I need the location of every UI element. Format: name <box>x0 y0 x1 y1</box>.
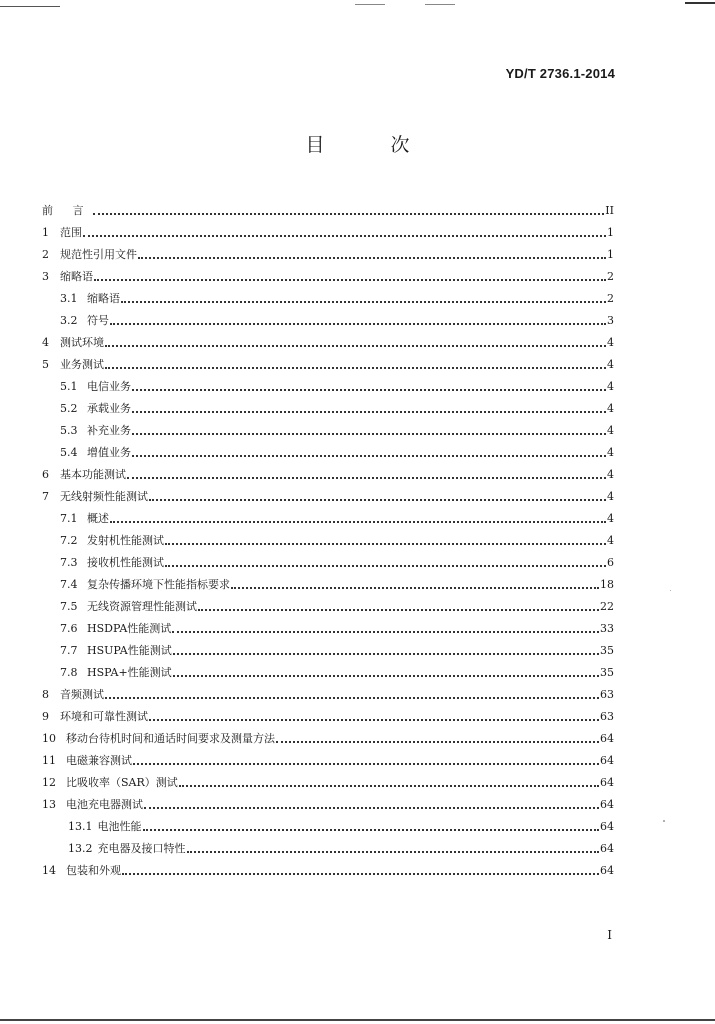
scan-artifact-line <box>685 2 715 4</box>
dot-leader <box>144 793 599 809</box>
standard-number: YD/T 2736.1-2014 <box>505 66 615 81</box>
toc-entry-number: 4 <box>42 336 49 349</box>
toc-entry[interactable] <box>42 790 614 812</box>
toc-entry-title: 电池充电器测试 <box>66 798 143 811</box>
scan-artifact-line <box>0 1019 715 1021</box>
toc-entry-number: 7.2 <box>60 534 78 547</box>
toc-entry-page: 4 <box>607 512 614 525</box>
toc-entry-number: 9 <box>42 710 49 723</box>
table-of-contents <box>42 196 614 878</box>
toc-entry-title: 包装和外观 <box>66 864 121 877</box>
dot-leader <box>132 397 606 413</box>
page-title: 目 次 <box>305 134 440 156</box>
toc-entry[interactable] <box>42 592 614 614</box>
toc-entry-number: 8 <box>42 688 49 701</box>
scan-artifact-line <box>0 6 60 7</box>
toc-entry[interactable] <box>42 394 614 416</box>
toc-entry-title: 电信业务 <box>87 380 131 393</box>
dot-leader <box>132 441 606 457</box>
scan-artifact-line <box>355 4 385 5</box>
dot-leader <box>94 265 606 281</box>
dot-leader <box>122 859 599 875</box>
toc-entry-number: 7.1 <box>60 512 78 525</box>
toc-entry-page: 4 <box>607 490 614 503</box>
toc-entry-page: 3 <box>607 314 614 327</box>
dot-leader <box>105 353 606 369</box>
toc-entry-title: 前 言 <box>42 204 92 217</box>
dot-leader <box>149 705 599 721</box>
toc-entry-page: 4 <box>607 468 614 481</box>
toc-entry-title: 电池性能 <box>97 820 142 833</box>
dot-leader <box>105 683 599 699</box>
dot-leader <box>173 639 599 655</box>
toc-entry-number: 7.7 <box>60 644 78 657</box>
toc-entry-number: 7.5 <box>60 600 78 613</box>
toc-entry-page: 1 <box>607 248 614 261</box>
toc-entry-page: 4 <box>607 446 614 459</box>
toc-entry-page: 63 <box>600 710 614 723</box>
toc-entry-number: 2 <box>42 248 49 261</box>
toc-entry-number: 7.8 <box>60 666 78 679</box>
toc-entry[interactable] <box>42 702 614 724</box>
toc-entry-number: 6 <box>42 468 49 481</box>
toc-entry-number: 1 <box>42 226 49 239</box>
toc-entry[interactable] <box>42 438 614 460</box>
toc-entry-number: 3 <box>42 270 49 283</box>
toc-entry-title: 充电器及接口特性 <box>97 842 186 855</box>
toc-entry-page: 4 <box>607 336 614 349</box>
toc-entry[interactable] <box>42 614 614 636</box>
toc-entry-number: 13.1 <box>68 820 93 833</box>
toc-entry-title: 基本功能测试 <box>60 468 126 481</box>
dot-leader <box>143 815 600 831</box>
toc-entry-number: 13.2 <box>68 842 93 855</box>
toc-entry-number: 7 <box>42 490 49 503</box>
toc-entry-title: 移动台待机时间和通话时间要求及测量方法 <box>66 732 275 745</box>
toc-entry-number: 7.3 <box>60 556 78 569</box>
toc-entry[interactable] <box>42 658 614 680</box>
toc-entry[interactable] <box>42 240 614 262</box>
toc-entry[interactable] <box>42 284 614 306</box>
toc-entry-page: 6 <box>607 556 614 569</box>
toc-entry-title: 环境和可靠性测试 <box>60 710 148 723</box>
toc-entry-page: 2 <box>607 292 614 305</box>
toc-entry-number: 10 <box>42 732 56 745</box>
toc-entry-page: 33 <box>600 622 614 635</box>
toc-entry-number: 14 <box>42 864 56 877</box>
toc-entry-title: 缩略语 <box>87 292 120 305</box>
toc-entry-number: 5 <box>42 358 49 371</box>
toc-entry-page: 64 <box>600 754 614 767</box>
dot-leader <box>165 529 606 545</box>
toc-entry[interactable] <box>42 482 614 504</box>
toc-entry-title: 复杂传播环境下性能指标要求 <box>87 578 230 591</box>
dot-leader <box>172 617 599 633</box>
toc-entry-page: 64 <box>600 864 614 877</box>
toc-entry-title: HSDPA性能测试 <box>87 622 172 635</box>
toc-entry-number: 12 <box>42 776 56 789</box>
toc-entry[interactable] <box>42 570 614 592</box>
dot-leader <box>179 771 599 787</box>
toc-entry-title: 测试环境 <box>60 336 104 349</box>
dot-leader <box>149 485 606 501</box>
toc-entry[interactable] <box>42 834 614 856</box>
scan-speck <box>670 590 671 591</box>
toc-entry-title: 符号 <box>87 314 109 327</box>
toc-entry-page: 1 <box>607 226 614 239</box>
toc-entry-page: 2 <box>607 270 614 283</box>
dot-leader <box>231 573 599 589</box>
toc-entry[interactable] <box>42 504 614 526</box>
toc-entry[interactable] <box>42 350 614 372</box>
toc-entry-page: 35 <box>600 644 614 657</box>
dot-leader <box>83 221 606 237</box>
toc-entry[interactable] <box>42 724 614 746</box>
toc-entry[interactable] <box>42 548 614 570</box>
toc-entry-title: 发射机性能测试 <box>87 534 164 547</box>
toc-entry-page: 4 <box>607 402 614 415</box>
dot-leader <box>276 727 599 743</box>
toc-entry-title: 比吸收率（SAR）测试 <box>66 776 178 789</box>
toc-entry[interactable] <box>42 416 614 438</box>
toc-entry-title: 音频测试 <box>60 688 104 701</box>
toc-entry[interactable] <box>42 768 614 790</box>
toc-entry[interactable] <box>42 856 614 878</box>
toc-entry-title: 缩略语 <box>60 270 93 283</box>
scan-artifact-line <box>425 4 455 5</box>
toc-entry-page: 63 <box>600 688 614 701</box>
toc-entry-title: 补充业务 <box>87 424 131 437</box>
toc-entry[interactable] <box>42 636 614 658</box>
toc-entry[interactable] <box>42 372 614 394</box>
toc-entry[interactable] <box>42 680 614 702</box>
toc-entry-page: 22 <box>600 600 614 613</box>
toc-entry[interactable] <box>42 526 614 548</box>
toc-entry-page: 64 <box>600 776 614 789</box>
toc-entry[interactable] <box>42 196 614 218</box>
dot-leader <box>93 199 605 215</box>
toc-entry-title: 接收机性能测试 <box>87 556 164 569</box>
toc-entry[interactable] <box>42 812 614 834</box>
dot-leader <box>133 749 599 765</box>
toc-entry-title: 承载业务 <box>87 402 131 415</box>
toc-entry[interactable] <box>42 328 614 350</box>
toc-entry-page: 4 <box>607 380 614 393</box>
toc-entry-title: 无线资源管理性能测试 <box>87 600 197 613</box>
dot-leader <box>132 375 606 391</box>
dot-leader <box>173 661 599 677</box>
dot-leader <box>127 463 606 479</box>
dot-leader <box>110 309 606 325</box>
toc-entry[interactable] <box>42 746 614 768</box>
dot-leader <box>132 419 606 435</box>
toc-entry[interactable] <box>42 306 614 328</box>
toc-entry-page: 4 <box>607 424 614 437</box>
toc-entry-page: 4 <box>607 358 614 371</box>
toc-entry-title: 无线射频性能测试 <box>60 490 148 503</box>
toc-entry[interactable] <box>42 262 614 284</box>
toc-entry-number: 11 <box>42 754 56 767</box>
toc-entry-title: HSUPA性能测试 <box>87 644 172 657</box>
toc-entry-page: 64 <box>600 842 614 855</box>
toc-entry-title: 范围 <box>60 226 82 239</box>
dot-leader <box>198 595 599 611</box>
dot-leader <box>105 331 606 347</box>
toc-entry-page: 64 <box>600 732 614 745</box>
dot-leader <box>165 551 606 567</box>
toc-entry-number: 5.4 <box>60 446 78 459</box>
toc-entry-page: 18 <box>600 578 614 591</box>
dot-leader <box>110 507 606 523</box>
toc-entry-title: 增值业务 <box>87 446 131 459</box>
toc-entry-page: 64 <box>600 820 614 833</box>
toc-entry-number: 7.4 <box>60 578 78 591</box>
toc-entry-page: II <box>605 204 614 217</box>
toc-entry-number: 5.1 <box>60 380 78 393</box>
toc-entry-page: 64 <box>600 798 614 811</box>
dot-leader <box>187 837 600 853</box>
toc-entry-number: 7.6 <box>60 622 78 635</box>
toc-entry-page: 35 <box>600 666 614 679</box>
toc-entry-title: HSPA+性能测试 <box>87 666 172 679</box>
dot-leader <box>121 287 606 303</box>
toc-entry-title: 概述 <box>87 512 109 525</box>
toc-entry-number: 3.1 <box>60 292 78 305</box>
toc-entry-number: 5.3 <box>60 424 78 437</box>
toc-entry[interactable] <box>42 218 614 240</box>
toc-entry-title: 电磁兼容测试 <box>66 754 132 767</box>
toc-entry-title: 规范性引用文件 <box>60 248 137 261</box>
dot-leader <box>138 243 606 259</box>
toc-entry-number: 3.2 <box>60 314 78 327</box>
toc-entry-page: 4 <box>607 534 614 547</box>
toc-entry-number: 5.2 <box>60 402 78 415</box>
toc-entry-number: 13 <box>42 798 56 811</box>
toc-entry[interactable] <box>42 460 614 482</box>
page-number: I <box>607 928 612 942</box>
scan-speck <box>663 820 665 822</box>
toc-entry-title: 业务测试 <box>60 358 104 371</box>
